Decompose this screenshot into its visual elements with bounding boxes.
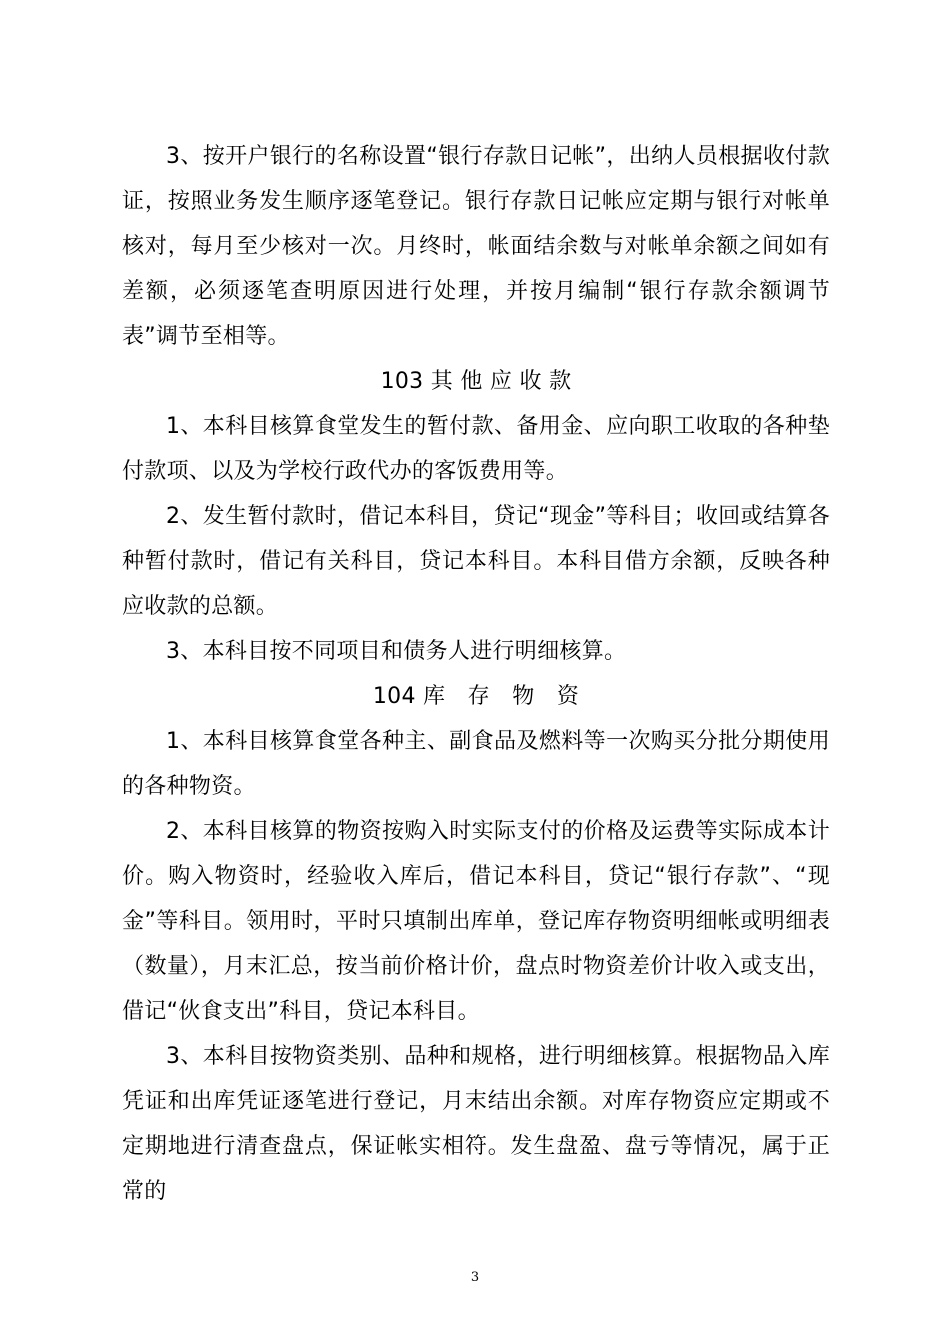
- section-heading-104: 104 库 存 物 资: [372, 684, 580, 709]
- paragraph-103-item-2: 2、发生暂付款时，借记本科目，贷记“现金”等科目；收回或结算各种暂付款时，借记有关科目，贷记本科目。本科目借方余额，反映各种应收款的总额。: [122, 504, 830, 619]
- paragraph-104-item-2: 2、本科目核算的物资按购入时实际支付的价格及运费等实际成本计价。购入物资时，经验收入库后，借记本科目，贷记“银行存款”、“现金”等科目。领用时，平时只填制出库单，登记库存物资明细帐或明细表（数量），月末汇总，按当前价格计价，盘点时物资差价计收入或支出，借记“伙食支出”科目，贷记本科目。: [122, 819, 830, 1024]
- paragraph-bank-deposit-journal: 3、按开户银行的名称设置“银行存款日记帐”，出纳人员根据收付款证，按照业务发生顺序逐笔登记。银行存款日记帐应定期与银行对帐单核对，每月至少核对一次。月终时，帐面结余数与对帐单余额之间如有差额，必须逐笔查明原因进行处理，并按月编制“银行存款余额调节表”调节至相等。: [122, 144, 830, 349]
- paragraph-104-item-3: 3、本科目按物资类别、品种和规格，进行明细核算。根据物品入库凭证和出库凭证逐笔进行登记，月末结出余额。对库存物资应定期或不定期地进行清查盘点，保证帐实相符。发生盘盈、盘亏等情况，属于正常的: [122, 1044, 830, 1204]
- paragraph-104-item-1: 1、本科目核算食堂各种主、副食品及燃料等一次购买分批分期使用的各种物资。: [122, 729, 830, 799]
- page-number: 3: [470, 1270, 480, 1285]
- section-heading-103: 103 其 他 应 收 款: [380, 369, 572, 394]
- paragraph-103-item-3: 3、本科目按不同项目和债务人进行明细核算。: [166, 639, 627, 664]
- paragraph-103-item-1: 1、本科目核算食堂发生的暂付款、备用金、应向职工收取的各种垫付款项、以及为学校行政代办的客饭费用等。: [122, 414, 830, 484]
- document-body: [122, 134, 830, 1214]
